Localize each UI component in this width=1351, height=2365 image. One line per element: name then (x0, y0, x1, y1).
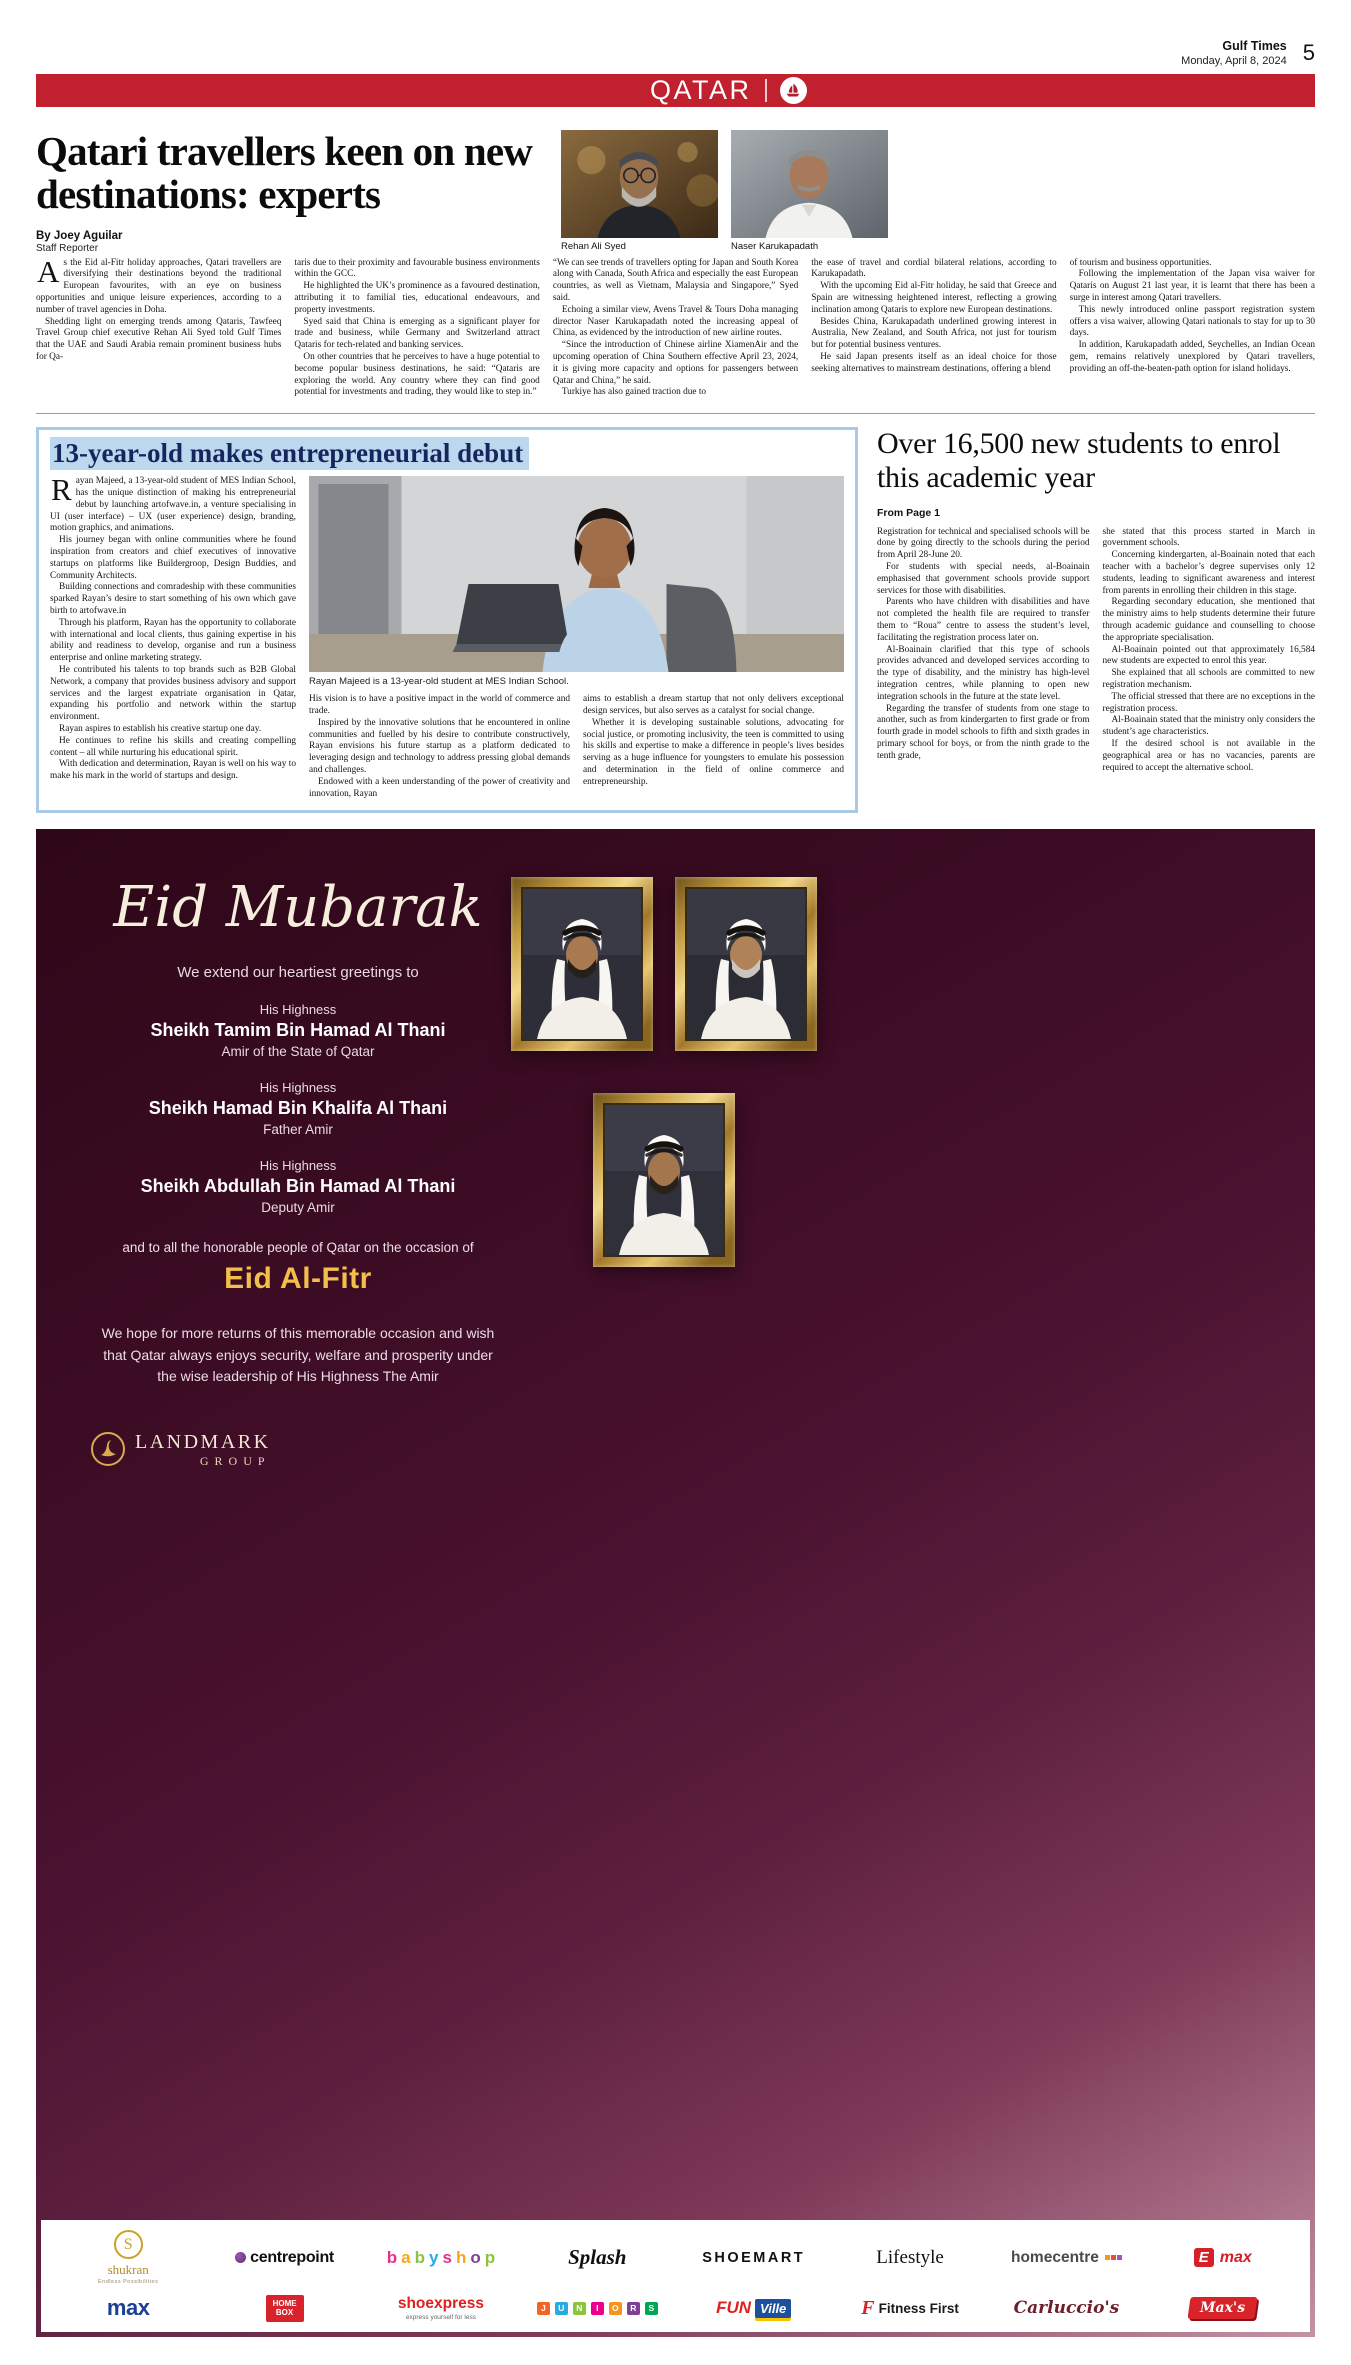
ad-title: Eid Mubarak (113, 875, 483, 941)
paragraph: Whether it is developing sustainable solutions, advocating for social justice, or promoting inclusivity, the teen is committed to using his skills and expertise to make a difference in people’s lives besides serving as a huge influence for youngsters to emulate his possession and determination in the field of online commerce and entrepreneurship. (583, 717, 844, 787)
portrait-canvas (521, 887, 643, 1041)
paragraph: Shedding light on emerging trends among Qataris, Tawfeeq Travel Group chief executive Rehan Ali Syed told Gulf Times that the UAE and Saudi Arabia remain prominent business hubs for Qa- (36, 316, 282, 363)
portrait-canvas (685, 887, 807, 1041)
ad-greeting-block (88, 875, 508, 1387)
ad-portraits (508, 875, 1291, 1387)
brand-letter: h (455, 2247, 467, 2267)
brand-letter: s (442, 2247, 452, 2267)
paragraph: “Since the introduction of Chinese airline XiamenAir and the upcoming operation of China Southern effective April 23, 2024, it is giving more capacity and options for passengers between Qatar and China,” he said. (552, 340, 799, 386)
brand-letter: N (573, 2302, 586, 2315)
brand-letter: R (627, 2302, 640, 2315)
fitness-first-f-icon: F (861, 2296, 875, 2319)
brand-label: Max's (1200, 2300, 1246, 2317)
paragraph: Besides China, Karukapadath underlined growing interest in Australia, New Zealand, and South Africa, not just for tourism but for potential business ventures. (811, 316, 1057, 351)
portrait-canvas (603, 1103, 725, 1257)
ad-hope-text: We hope for more returns of this memorable occasion and wish that Qatar always enjoys security, welfare and prosperity under the wise leadership of His Highness The Amir (101, 1325, 495, 1384)
paragraph: His journey began with online communities where he found inspiration from creators and chief executives of innovative startups on platforms like Buildergroop, Design Buddies, and Community Architects. (50, 535, 296, 581)
paragraph: For students with special needs, al-Boainain emphasised that government schools provide support services for those with disabilities. (877, 561, 1090, 596)
dhow-icon (780, 77, 807, 104)
dignitary-name: Sheikh Abdullah Bin Hamad Al Thani (140, 1176, 456, 1197)
rayan-column-2 (309, 694, 570, 800)
paragraph: Concerning kindergarten, al-Boainain noted that each teacher with a bachelor’s degree supervises only 12 students, leading to significant awareness and interest from parents in enrolling their children in this stage. (1102, 550, 1315, 596)
paragraph: The official stressed that there are no exceptions in the registration process. (1102, 691, 1315, 714)
brand-label: SHOEMART (702, 2249, 806, 2266)
paragraph: aims to establish a dream startup that not only delivers exceptional design services, but also serves as a catalyst for social change. (583, 694, 844, 717)
brand-letter: J (537, 2302, 550, 2315)
section-banner-group (650, 74, 807, 107)
paragraph: His vision is to have a positive impact in the world of commerce and trade. (309, 694, 570, 717)
banner-divider (765, 79, 767, 102)
masthead-block (1181, 40, 1287, 67)
brand-label: max (106, 2295, 150, 2321)
paragraph: This newly introduced online passport registration system offers a visa waiver, allowing Qatari nationals to stay for up to 30 days. (1069, 304, 1316, 339)
dignitary-honorific: His Highness (259, 1080, 337, 1096)
brand-label: Fitness First (878, 2300, 959, 2316)
paragraph: With dedication and determination, Rayan is well on his way to make his mark in the world of startups and design. (50, 759, 296, 782)
paragraph: With the upcoming Eid al-Fitr holiday, he said that Greece and Spain are witnessing heightened interest, reflecting a growing inclination among Qataris to explore new European destinations. (811, 281, 1057, 315)
paragraph: Registration for technical and specialised schools will be done by going directly to the schools during the period from April 28-June 20. (877, 526, 1090, 561)
paragraph: Regarding secondary education, she mentioned that the ministry aims to help students determine their future through academic guidance and counselling to choose the appropriate specialisation. (1102, 597, 1315, 643)
eid-advertisement (36, 829, 1315, 2337)
framed-portrait-amir (511, 877, 653, 1051)
brand-letter: b (386, 2247, 398, 2267)
portrait-frames (508, 877, 820, 1267)
dignitary-title: Father Amir (263, 1122, 333, 1138)
paragraph: Al-Boainain pointed out that approximately 16,584 new students are expected to enrol this year. (1102, 644, 1315, 667)
paragraph: Following the implementation of the Japan visa waiver for Qataris on August 21 last year, it is learnt that there has been a surge in interest among Qatari travellers. (1069, 269, 1316, 304)
travel-top-row (36, 127, 1315, 254)
brand-letter: y (429, 2247, 439, 2267)
paragraph: Syed said that China is emerging as a significant player for trade and business, while Germany and Switzerland attract Qataris for tech-related and banking services. (294, 316, 540, 351)
brand-label: centrepoint (250, 2248, 334, 2266)
paragraph: Al-Boainain stated that the ministry only considers the student’s age characteristics. (1102, 715, 1315, 738)
brand-label: shoexpress (397, 2295, 485, 2313)
brand-label: Lifestyle (876, 2246, 944, 2268)
dignitary-deputy-amir (88, 1158, 508, 1215)
brand-label: homecentre (1011, 2248, 1099, 2266)
paragraph: He highlighted the UK’s prominence as a favoured destination, attributing it to familial ties, educational endeavours, and property investments. (294, 281, 540, 315)
brand-label-line1: HOME (272, 2299, 297, 2309)
rayan-headline (50, 438, 844, 469)
byline-role: Staff Reporter (36, 242, 99, 254)
students-headline: Over 16,500 new students to enrol this academic year (877, 427, 1281, 495)
landmark-crest-icon (90, 1431, 126, 1467)
brand-babyshop (387, 2248, 495, 2268)
brand-letter: o (470, 2247, 481, 2267)
paragraph: Turkiye has also gained traction due to (561, 387, 707, 398)
brand-emax (1194, 2248, 1252, 2267)
dignitary-honorific: His Highness (259, 1158, 337, 1174)
paragraph: He contributed his talents to top brands such as B2B Global Network, a company that provides business advisory and support services and the largest expatriate organisation in Qatar, expanding his portfolio and network within the startup environment. (50, 665, 296, 723)
homebox-icon (266, 2295, 304, 2321)
portrait-photo (561, 130, 718, 238)
ad-gradient-spacer (36, 1467, 1315, 2220)
brand-max (107, 2295, 150, 2321)
dignitary-title: Amir of the State of Qatar (221, 1044, 375, 1060)
rayan-right-block (309, 476, 844, 800)
brand-strip (41, 2220, 1310, 2332)
paragraph: Echoing a similar view, Avens Travel & Tours Doha managing director Naser Karukapadath noted the increasing appeal of China, as evidenced by the introduction of new airline routes. (552, 304, 799, 339)
travel-headline: Qatari travellers keen on new destinations: experts (36, 127, 533, 218)
dignitary-title: Deputy Amir (261, 1200, 335, 1216)
paragraph: In addition, Karukapadath added, Seychelles, an Indian Ocean gem, remains relatively unexplored by Qatari travellers, providing an off-the-beaten-path option for island holidays. (1069, 340, 1316, 374)
article-rayan (36, 427, 858, 813)
paragraph: On other countries that he perceives to have a huge potential to become popular business destinations, he said: “Qataris are exploring the world. Any country where they can find good potential for investments and trading, they would like to step in.” (294, 352, 540, 398)
students-column-2 (1103, 527, 1316, 775)
photo-rehan-ali-syed (561, 130, 718, 254)
brand-letter: U (555, 2302, 568, 2315)
paragraph: the ease of travel and cordial bilateral relations, according to Karukapadath. (811, 257, 1057, 280)
paragraph: She explained that all schools are committed to new registration mechanism. (1102, 668, 1315, 690)
brand-letter: a (401, 2247, 411, 2267)
section-title: QATAR (650, 74, 752, 105)
brand-letter: p (484, 2247, 496, 2267)
paragraph: Building connections and comradeship with these communities sparked Rayan’s desire to start something of his own which gave birth to artofwave.in (50, 582, 296, 617)
rayan-headline-text: 13-year-old makes entrepreneurial debut (50, 437, 529, 470)
photo-naser-karukapadath (731, 130, 888, 254)
brand-label: Splash (568, 2245, 627, 2270)
paragraph: He said Japan presents itself as an ideal choice for those seeking alternatives to mainstream destinations, offering a blend (811, 352, 1057, 374)
travel-columns (36, 253, 1316, 400)
portrait-frames-row (511, 877, 817, 1051)
brand-letter: O (609, 2302, 622, 2315)
paragraph: Endowed with a keen understanding of the power of creativity and innovation, Rayan (309, 776, 570, 799)
students-columns (877, 527, 1315, 775)
paragraph: “We can see trends of travellers opting for Japan and South Korea along with Canada, South Africa and especially the east European countries, as well as Vietnam, Malaysia and Singapore,” Syed said. (552, 257, 799, 304)
shukran-icon: S (114, 2230, 143, 2259)
brand-label-fun: FUN (716, 2298, 752, 2318)
maxs-badge (1188, 2297, 1258, 2319)
brand-centrepoint (235, 2249, 334, 2267)
brand-letter: b (414, 2247, 425, 2267)
brand-label: max (1219, 2248, 1252, 2266)
paragraph: Al-Boainain clarified that this type of schools provides advanced and developed services according to the type of disability, and the ministry has high-level integration centres, while planning to open new integration schools in the future at the state level. (877, 644, 1090, 702)
brand-homebox (266, 2295, 304, 2321)
brand-shoemart (702, 2250, 805, 2266)
brand-funville (716, 2298, 791, 2318)
byline (36, 230, 548, 254)
continued-from-kicker: From Page 1 (877, 506, 941, 519)
brand-label: shukran (107, 2262, 149, 2278)
portrait-photo (731, 130, 888, 238)
rayan-column-1 (50, 472, 296, 800)
homecentre-icon (1105, 2255, 1122, 2260)
paragraph: If the desired school is not available in the geographical area or has no vacancies, parents are required to accept the alternative school. (1102, 738, 1315, 773)
photo-caption: Rayan Majeed is a 13-year-old student at MES Indian School. (309, 676, 569, 688)
paragraph: Parents who have children with disabilities and have not completed the health file are required to transfer them to “Roua” centre to assess the student’s level, facilitating the registration process later on. (877, 597, 1090, 643)
paragraph: Rayan Majeed, a 13-year-old student of MES Indian School, has the unique distinction of making his entrepreneurial debut by launching artofwave.in, a venture specialising in UI (user interface) – UX (user experience) design, branding, motion graphics, and animations. (50, 472, 296, 534)
article-students (877, 427, 1315, 774)
brand-label: Carluccio's (1013, 2298, 1120, 2319)
ad-occasion: Eid Al-Fitr (224, 1262, 372, 1296)
brand-label-ville: Ville (755, 2299, 791, 2318)
paragraph: Rayan aspires to establish his creative startup one day. (59, 724, 262, 734)
travel-column-4 (811, 258, 1056, 400)
spacer (901, 130, 1315, 254)
ray-lower-columns (309, 694, 844, 800)
brand-carluccios (1014, 2298, 1120, 2318)
brand-shoexpress (398, 2295, 484, 2321)
paragraph: As the Eid al-Fitr holiday approaches, Qatari travellers are diversifying their destinations beyond the traditional European favourites, with an eye on business opportunities and unique leisure experiences, according to a number of travel agencies in Doha. (36, 253, 282, 315)
article-travel (36, 107, 1315, 399)
brand-lifestyle (876, 2247, 944, 2269)
section-banner (36, 74, 1315, 107)
dignitary-name: Sheikh Tamim Bin Hamad Al Thani (150, 1020, 446, 1041)
travel-column-2 (294, 258, 539, 400)
newspaper-name: Gulf Times (1222, 39, 1287, 53)
second-band (36, 427, 1315, 813)
travel-column-1 (36, 253, 282, 400)
brand-tagline: express yourself for less (405, 2314, 476, 2322)
brand-letter: I (591, 2302, 604, 2315)
brand-fitness-first (861, 2297, 959, 2320)
paragraph: Regarding the transfer of students from one stage to another, such as from kindergarten to first grade or from fourth grade in model schools to fifth and sixth grades in primary school for boys, or from the ninth grade to the tenth grade, (877, 703, 1090, 761)
travel-column-5 (1070, 258, 1315, 400)
landmark-wordmark (135, 1432, 271, 1467)
rayan-column-3 (583, 694, 844, 800)
brand-tagline: Endless Possibilities (98, 2279, 159, 2286)
page-header (36, 40, 1315, 67)
brand-letter: S (645, 2302, 658, 2315)
landmark-group-logo (90, 1431, 1315, 1467)
page-number: 5 (1302, 40, 1315, 66)
framed-portrait-deputy-amir (593, 1093, 735, 1267)
rayan-body (50, 472, 844, 800)
ad-intro: We extend our heartiest greetings to (177, 964, 419, 982)
paragraph: of tourism and business opportunities. (1069, 257, 1212, 268)
brand-shukran (98, 2230, 158, 2285)
students-column-1 (877, 527, 1090, 775)
brand-splash (568, 2245, 626, 2270)
travel-headline-block (36, 127, 548, 254)
photo-caption: Naser Karukapadath (731, 240, 819, 252)
paragraph: He continues to refine his skills and creating compelling content – all while nurturing his educational spirit. (50, 735, 296, 758)
issue-date: Monday, April 8, 2024 (1181, 54, 1287, 67)
dignitary-honorific: His Highness (259, 1002, 337, 1018)
paragraph: Through his platform, Rayan has the opportunity to collaborate with international and local clients, thus gaining expertise in his ability and readiness to develop, organise and run a business enterprise and online marketing strategy. (50, 617, 296, 664)
paragraph: she stated that this process started in March in government schools. (1102, 526, 1315, 549)
ad-occasion-line: and to all the honorable people of Qatar on the occasion of (122, 1240, 474, 1256)
brand-juniors (536, 2302, 658, 2315)
paragraph: taris due to their proximity and favourable business environments within the GCC. (294, 257, 540, 280)
paragraph: Inspired by the innovative solutions that he encountered in online communities and fuelled by his desire to contribute constructively, Rayan envisions his future startup as a platform dedicated to leveraging design and technology to address pressing global demands and challenges. (309, 717, 570, 776)
section-rule (36, 413, 1315, 414)
landmark-name: LANDMARK (135, 1430, 271, 1453)
photo-rayan-majeed (309, 476, 844, 672)
brand-maxs (1189, 2297, 1256, 2319)
byline-author: By Joey Aguilar (36, 229, 123, 242)
centrepoint-dot-icon (235, 2252, 246, 2263)
emax-e-icon: E (1194, 2248, 1214, 2267)
brand-label-line2: BOX (275, 2308, 294, 2318)
photo-caption: Rehan Ali Syed (561, 240, 626, 252)
travel-column-3 (553, 258, 798, 400)
landmark-group-word: GROUP (199, 1453, 271, 1468)
dignitary-father-amir (88, 1080, 508, 1137)
ad-content (36, 829, 1315, 1387)
framed-portrait-father-amir (675, 877, 817, 1051)
dignitary-amir (88, 1002, 508, 1059)
brand-homecentre (1011, 2249, 1122, 2267)
dignitary-name: Sheikh Hamad Bin Khalifa Al Thani (148, 1098, 448, 1119)
